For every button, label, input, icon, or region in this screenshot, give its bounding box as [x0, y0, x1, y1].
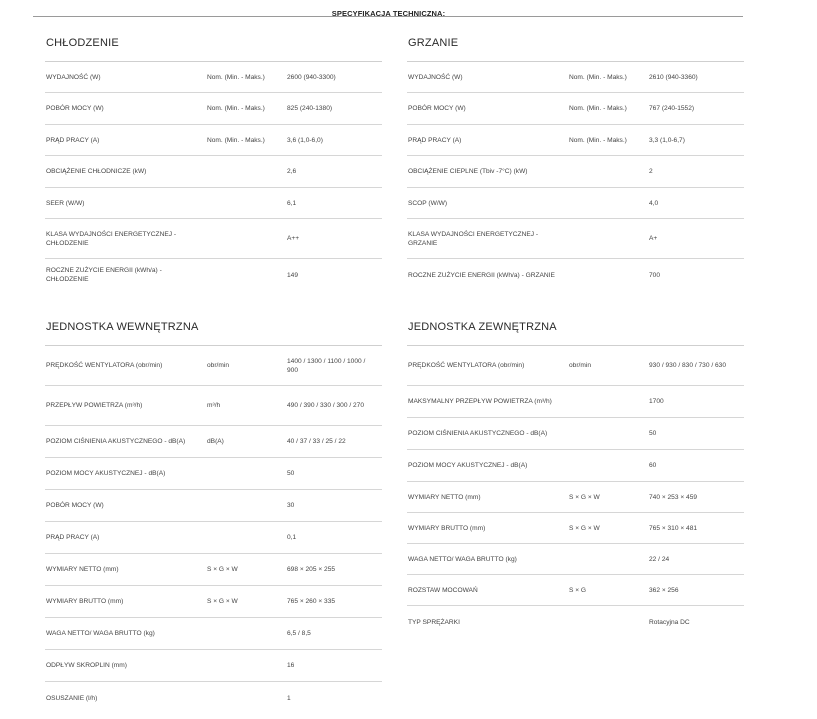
spec-row: [45, 522, 382, 554]
spec-label: PRĘDKOŚĆ WENTYLATORA (obr/min): [408, 362, 525, 369]
spec-unit: S × G: [569, 586, 587, 594]
spec-label: OBCIĄŻENIE CIEPLNE (Tbiv -7°C) (kW): [408, 168, 528, 175]
spec-row: [407, 386, 744, 418]
spec-value: 2600 (940-3300): [287, 73, 336, 81]
spec-value: A+: [649, 235, 658, 242]
spec-row: [407, 259, 744, 291]
cooling-heading: CHŁODZENIE: [45, 30, 382, 62]
spec-value: 3,6 (1,0-6,0): [287, 136, 323, 144]
spec-unit: Nom. (Min. - Maks.): [207, 73, 265, 81]
spec-row: [45, 650, 382, 682]
outdoor-unit-section: [407, 314, 744, 638]
spec-value: 765 × 310 × 481: [649, 524, 698, 532]
spec-value: 3,3 (1,0-6,7): [649, 136, 685, 144]
spec-label: KLASA WYDAJNOŚCI ENERGETYCZNEJ - GRZANIE: [408, 230, 539, 247]
spec-row: [407, 62, 744, 93]
spec-row: [407, 93, 744, 125]
spec-value: 2: [649, 168, 653, 175]
spec-value: 50: [649, 430, 657, 437]
heating-section: [407, 30, 744, 291]
spec-row: [407, 544, 744, 575]
spec-value: 1: [287, 694, 291, 702]
spec-row: [407, 188, 744, 219]
spec-label: SCOP (W/W): [408, 199, 448, 207]
spec-unit: S × G × W: [569, 493, 600, 501]
spec-label: ROCZNE ZUŻYCIE ENERGII (kWh/a) - CHŁODZENIE: [46, 267, 162, 283]
spec-unit: dB(A): [207, 438, 224, 445]
spec-value: 30: [287, 502, 295, 509]
spec-unit: Nom. (Min. - Maks.): [207, 105, 265, 112]
page-title: SPECYFIKACJA TECHNICZNA:: [331, 9, 446, 18]
spec-row: [407, 575, 744, 606]
spec-unit: obr/min: [569, 362, 591, 369]
spec-label: PRĄD PRACY (A): [46, 136, 100, 144]
outdoor-unit-heading: JEDNOSTKA ZEWNĘTRZNA: [407, 314, 744, 346]
indoor-spec-table: [45, 346, 382, 714]
spec-label: WYMIARY BRUTTO (mm): [408, 524, 486, 532]
spec-unit: Nom. (Min. - Maks.): [569, 105, 627, 112]
spec-value: 6,5 / 8,5: [287, 630, 311, 637]
spec-value: 698 × 205 × 255: [287, 566, 336, 573]
spec-row: [45, 259, 382, 291]
spec-value: 700: [649, 271, 661, 279]
spec-label: WYMIARY BRUTTO (mm): [46, 598, 124, 605]
spec-value: 2,6: [287, 168, 297, 175]
spec-value: 22 / 24: [649, 555, 670, 563]
spec-value: 50: [287, 470, 295, 477]
outdoor-spec-table: [407, 346, 744, 638]
spec-value: 825 (240-1380): [287, 105, 333, 112]
spec-row: [45, 156, 382, 188]
heating-spec-table: [407, 62, 744, 291]
spec-value: 765 × 260 × 335: [287, 598, 336, 605]
spec-row: [45, 682, 382, 714]
spec-row: [45, 490, 382, 522]
spec-label: OSUSZANIE (l/h): [46, 694, 98, 702]
spec-label: PRZEPŁYW POWIETRZA (m³/h): [46, 402, 143, 409]
spec-label: WYDAJNOŚĆ (W): [408, 73, 463, 81]
spec-row: [407, 156, 744, 188]
spec-label: POBÓR MOCY (W): [46, 502, 104, 509]
spec-unit: S × G × W: [569, 524, 600, 532]
spec-row: [45, 458, 382, 490]
spec-label: WAGA NETTO/ WAGA BRUTTO (kg): [46, 630, 155, 637]
spec-label: ROCZNE ZUŻYCIE ENERGII (kWh/a) - GRZANIE: [408, 271, 555, 279]
spec-label: ODPŁYW SKROPLIN (mm): [46, 662, 127, 669]
spec-value: 490 / 390 / 330 / 300 / 270: [287, 402, 364, 409]
spec-value: 767 (240-1552): [649, 105, 695, 112]
spec-unit: S × G × W: [207, 566, 238, 573]
spec-label: WYDAJNOŚĆ (W): [46, 73, 101, 81]
spec-value: 740 × 253 × 459: [649, 493, 698, 501]
spec-unit: m³/h: [207, 402, 221, 409]
spec-unit: S × G × W: [207, 598, 238, 605]
spec-value: 60: [649, 462, 657, 469]
spec-label: MAKSYMALNY PRZEPŁYW POWIETRZA (m³/h): [408, 398, 552, 405]
indoor-unit-section: [45, 314, 382, 714]
spec-row: [45, 586, 382, 618]
spec-label: PRĄD PRACY (A): [408, 136, 462, 144]
spec-row: [45, 93, 382, 125]
spec-label: POBÓR MOCY (W): [408, 105, 466, 112]
spec-value: 6,1: [287, 199, 297, 207]
spec-row: [407, 219, 744, 259]
spec-value: 362 × 256: [649, 586, 679, 594]
spec-value: A++: [287, 235, 300, 242]
spec-row: [407, 450, 744, 482]
spec-value: Rotacyjna DC: [649, 618, 690, 626]
indoor-unit-heading: JEDNOSTKA WEWNĘTRZNA: [45, 314, 382, 346]
spec-row: [407, 482, 744, 513]
spec-label: OBCIĄŻENIE CHŁODNICZE (kW): [46, 168, 147, 175]
spec-value: 930 / 930 / 830 / 730 / 630: [649, 362, 726, 369]
spec-label: WYMIARY NETTO (mm): [408, 493, 481, 501]
cooling-section: [45, 30, 382, 291]
spec-unit: Nom. (Min. - Maks.): [207, 136, 265, 144]
spec-row: [45, 426, 382, 458]
spec-row: [45, 386, 382, 426]
spec-label: POBÓR MOCY (W): [46, 105, 104, 112]
spec-label: POZIOM CIŚNIENIA AKUSTYCZNEGO - dB(A): [408, 430, 548, 437]
spec-label: TYP SPRĘŻARKI: [408, 618, 460, 626]
spec-label: POZIOM CIŚNIENIA AKUSTYCZNEGO - dB(A): [46, 438, 186, 445]
spec-value: 4,0: [649, 199, 659, 207]
spec-row: [45, 62, 382, 93]
spec-unit: Nom. (Min. - Maks.): [569, 136, 627, 144]
spec-label: ROZSTAW MOCOWAŃ: [408, 586, 478, 594]
spec-row: [45, 346, 382, 386]
spec-value: 149: [287, 271, 299, 279]
spec-row: [45, 188, 382, 219]
spec-label: POZIOM MOCY AKUSTYCZNEJ - dB(A): [408, 462, 528, 469]
spec-label: WYMIARY NETTO (mm): [46, 566, 119, 573]
spec-value: 1700: [649, 398, 664, 405]
spec-unit: Nom. (Min. - Maks.): [569, 73, 627, 81]
heating-heading: GRZANIE: [407, 30, 744, 62]
spec-unit: obr/min: [207, 362, 229, 369]
spec-label: SEER (W/W): [46, 199, 85, 207]
spec-value: 40 / 37 / 33 / 25 / 22: [287, 438, 346, 445]
spec-value: 0,1: [287, 534, 297, 541]
spec-row: [407, 513, 744, 544]
spec-row: [45, 618, 382, 650]
spec-row: [407, 418, 744, 450]
spec-value: 1400 / 1300 / 1100 / 1000 / 900: [287, 357, 366, 374]
spec-row: [45, 554, 382, 586]
spec-row: [407, 346, 744, 386]
spec-value: 2610 (940-3360): [649, 73, 698, 81]
spec-row: [407, 125, 744, 156]
spec-row: [407, 606, 744, 638]
cooling-spec-table: [45, 62, 382, 291]
spec-row: [45, 219, 382, 259]
spec-row: [45, 125, 382, 156]
spec-label: PRĄD PRACY (A): [46, 534, 100, 541]
spec-value: 16: [287, 662, 295, 669]
spec-label: WAGA NETTO/ WAGA BRUTTO (kg): [408, 555, 517, 563]
spec-label: PRĘDKOŚĆ WENTYLATORA (obr/min): [46, 362, 163, 369]
spec-label: KLASA WYDAJNOŚCI ENERGETYCZNEJ - CHŁODZENIE: [46, 230, 177, 247]
spec-label: POZIOM MOCY AKUSTYCZNEJ - dB(A): [46, 470, 166, 477]
